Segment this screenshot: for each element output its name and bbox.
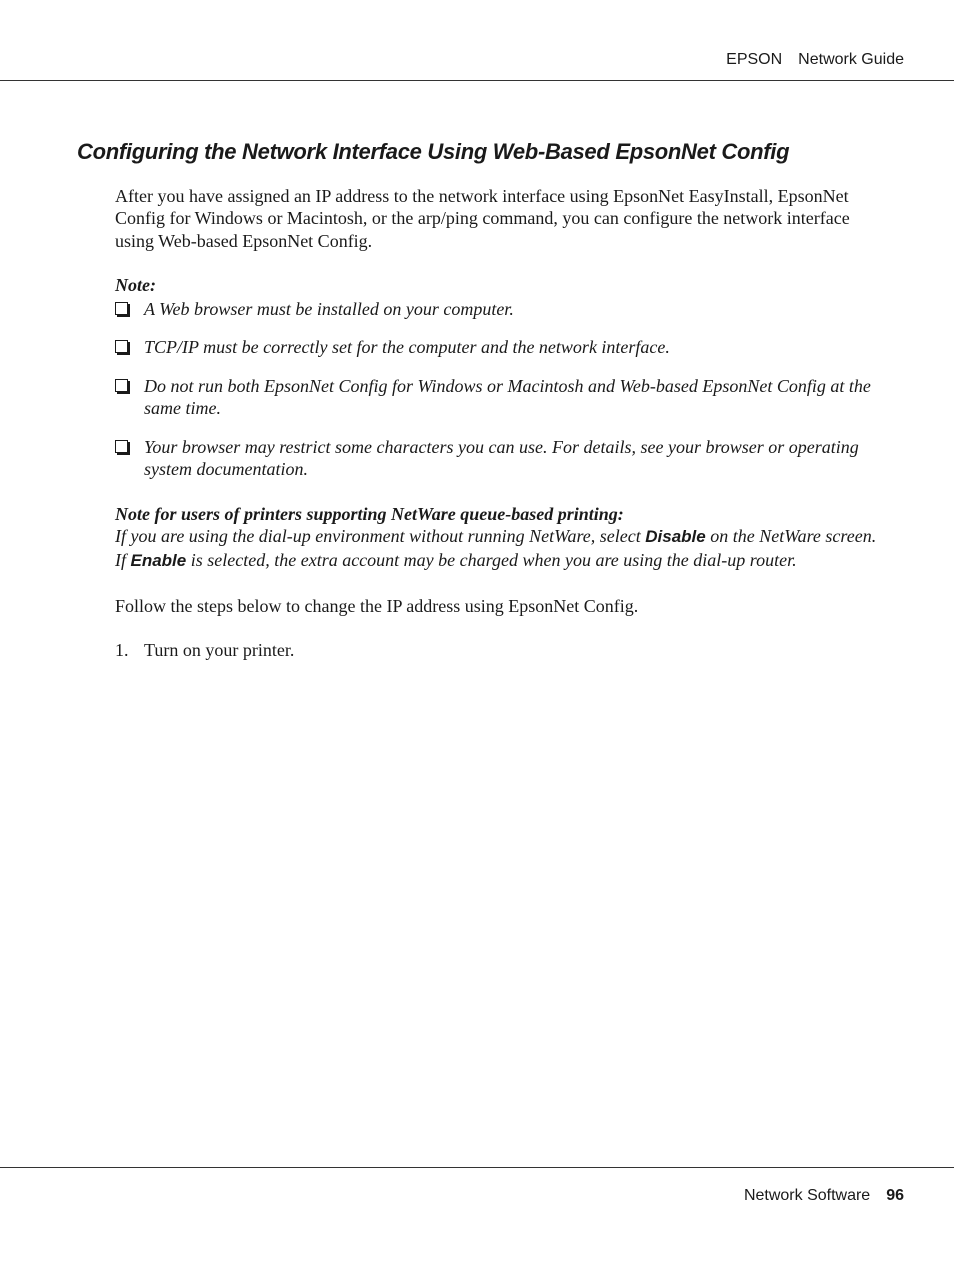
follow-paragraph: Follow the steps below to change the IP address using EpsonNet Config. xyxy=(115,596,639,616)
footer-rule xyxy=(0,1167,954,1168)
header-rule xyxy=(0,80,954,81)
list-item xyxy=(115,375,885,420)
netware-note xyxy=(115,503,885,572)
note-item-text: Your browser may restrict some characters you can use. For details, see your browser or operating system documentation. xyxy=(144,436,859,480)
step-item xyxy=(115,639,294,661)
enable-setting-label: Enable xyxy=(130,550,187,570)
page-number: 96 xyxy=(886,1187,904,1204)
netware-note-text: is selected, the extra account may be charged when you are using the dial-up router. xyxy=(186,549,797,570)
header-brand: EPSON xyxy=(726,51,783,68)
intro-paragraph: After you have assigned an IP address to the network interface using EpsonNet EasyInstall, EpsonNet Config for Windows or Macintosh, or the arp/ping command, you can configure the network interface using Web-based EpsonNet Config. xyxy=(115,186,850,251)
note-item-text: A Web browser must be installed on your computer. xyxy=(144,299,514,319)
note-item-text: TCP/IP must be correctly set for the computer and the network interface. xyxy=(144,337,670,358)
list-item xyxy=(115,298,885,320)
step-text: Turn on your printer. xyxy=(144,640,295,660)
note-list xyxy=(115,298,885,496)
running-footer xyxy=(744,1187,904,1205)
header-guide-title: Network Guide xyxy=(798,51,904,68)
netware-note-text: If you are using the dial-up environment without running NetWare, select xyxy=(115,526,646,547)
list-item xyxy=(115,436,885,481)
netware-note-text: on the NetWare screen. If xyxy=(115,526,877,570)
step-number: 1. xyxy=(115,640,129,660)
checkbox-bullet-icon xyxy=(115,340,128,353)
note-item-text: Do not run both EpsonNet Config for Windows or Macintosh and Web-based EpsonNet Config at the same time. xyxy=(144,375,871,419)
checkbox-bullet-icon xyxy=(115,440,128,453)
netware-note-heading: Note for users of printers supporting NetWare queue-based printing: xyxy=(115,504,624,524)
list-item xyxy=(115,336,885,358)
disable-setting-label: Disable xyxy=(645,527,706,547)
checkbox-bullet-icon xyxy=(115,302,128,315)
note-label: Note: xyxy=(115,275,156,295)
checkbox-bullet-icon xyxy=(115,379,128,392)
footer-section: Network Software xyxy=(743,1187,871,1204)
running-header xyxy=(726,51,904,69)
section-title: Configuring the Network Interface Using Web-Based EpsonNet Config xyxy=(77,139,790,164)
